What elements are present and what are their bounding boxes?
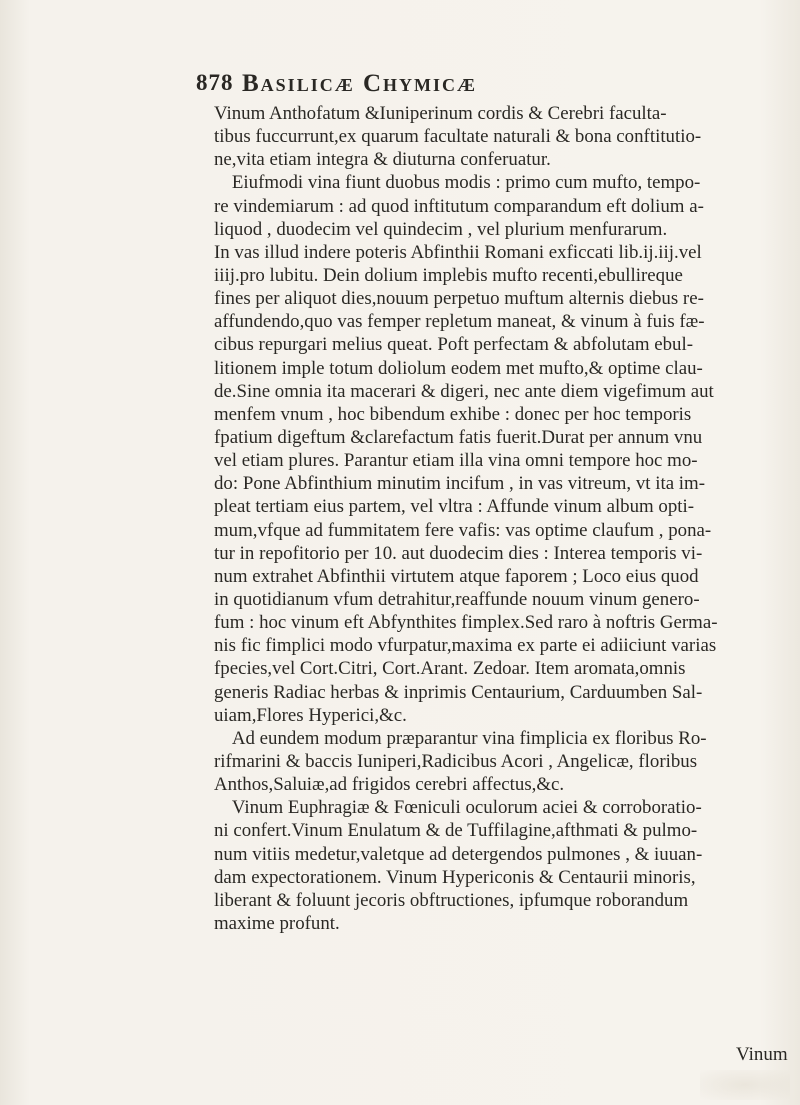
text-line: cibus repurgari melius queat. Poft perfectam & abfolutam ebul- <box>214 334 693 356</box>
text-line: in quotidianum vfum detrahitur,reaffunde nouum vinum genero- <box>214 588 700 610</box>
text-line: affundendo,quo vas femper repletum maneat, & vinum à fuis fæ- <box>214 311 705 333</box>
text-line: pleat tertiam eius partem, vel vltra : Affunde vinum album opti- <box>214 496 695 518</box>
text-line: num extrahet Abfinthii virtutem atque faporem ; Loco eius quod <box>214 565 699 587</box>
text-line: fpecies,vel Cort.Citri, Cort.Arant. Zedoar. Item aromata,omnis <box>214 658 686 680</box>
text-line: do: Pone Abfinthium minutim incifum , in vas vitreum, vt ita im- <box>214 473 705 495</box>
text-line: Anthos,Saluiæ,ad frigidos cerebri affectus,&c. <box>214 774 565 796</box>
text-line: Eiufmodi vina fiunt duobus modis : primo cum mufto, tempo- <box>231 172 701 194</box>
text-line: mum,vfque ad fummitatem fere vafis: vas optime claufum , pona- <box>214 519 712 541</box>
text-line: iiij.pro lubitu. Dein dolium implebis mufto recenti,ebullireque <box>214 264 683 286</box>
text-line: generis Radiac herbas & inprimis Centaurium, Carduumben Sal- <box>214 681 703 703</box>
page-header <box>196 70 736 104</box>
text-line: dam expectorationem. Vinum Hypericonis & Centaurii minoris, <box>214 866 696 888</box>
text-line: maxime profunt. <box>214 912 340 934</box>
catchword: Vinum <box>736 1044 788 1065</box>
text-line: rifmarini & baccis Iuniperi,Radicibus Acori , Angelicæ, floribus <box>214 750 698 772</box>
paper-stain <box>700 1070 790 1100</box>
text-line: nis fic fimplici modo vfurpatur,maxima ex parte ei adiiciunt varias <box>214 635 717 657</box>
running-title: Basilicæ Chymicæ <box>242 70 477 97</box>
text-line: fum : hoc vinum eft Abfynthites fimplex.Sed raro à noftris Germa- <box>214 612 718 634</box>
text-line: tur in repofitorio per 10. aut duodecim dies : Interea temporis vi- <box>214 542 703 564</box>
text-line: re vindemiarum : ad quod inftitutum comparandum eft dolium a- <box>214 195 704 217</box>
text-line: Vinum Euphragiæ & Fœniculi oculorum aciei & corroboratio- <box>231 797 702 819</box>
text-line: num vitiis medetur,valetque ad detergendos pulmones , & iuuan- <box>214 843 703 865</box>
text-line: tibus fuccurrunt,ex quarum facultate naturali & bona conftitutio- <box>214 126 702 148</box>
text-line: liquod , duodecim vel quindecim , vel plurium menfurarum. <box>214 218 668 240</box>
text-line: menfem vnum , hoc bibendum exhibe : donec per hoc temporis <box>214 403 692 425</box>
text-line: In vas illud indere poteris Abfinthii Romani exficcati lib.ij.iij.vel <box>214 241 702 263</box>
body-text <box>214 102 774 935</box>
text-line: fines per aliquot dies,nouum perpetuo muftum alternis diebus re- <box>214 288 704 310</box>
text-line: fpatium digeftum &clarefactum fatis fuerit.Durat per annum vnu <box>214 426 703 448</box>
text-line: vel etiam plures. Parantur etiam illa vina omni tempore hoc mo- <box>214 450 698 472</box>
text-line: Ad eundem modum præparantur vina fimplicia ex floribus Ro- <box>231 727 707 749</box>
text-line: liberant & foluunt jecoris obftructiones, ipfumque roborandum <box>214 889 689 911</box>
text-line: uiam,Flores Hyperici,&c. <box>214 704 407 726</box>
text-line: Vinum Anthofatum &Iuniperinum cordis & Cerebri faculta- <box>214 103 667 124</box>
text-line: de.Sine omnia ita macerari & digeri, nec ante diem vigefimum aut <box>214 380 714 402</box>
text-line: ne,vita etiam integra & diuturna conferuatur. <box>214 149 551 171</box>
text-line: litionem imple totum doliolum eodem met mufto,& optime clau- <box>214 357 703 379</box>
page-number: 878 <box>196 70 234 95</box>
text-line: ni confert.Vinum Enulatum & de Tuffilagine,afthmati & pulmo- <box>214 820 698 842</box>
